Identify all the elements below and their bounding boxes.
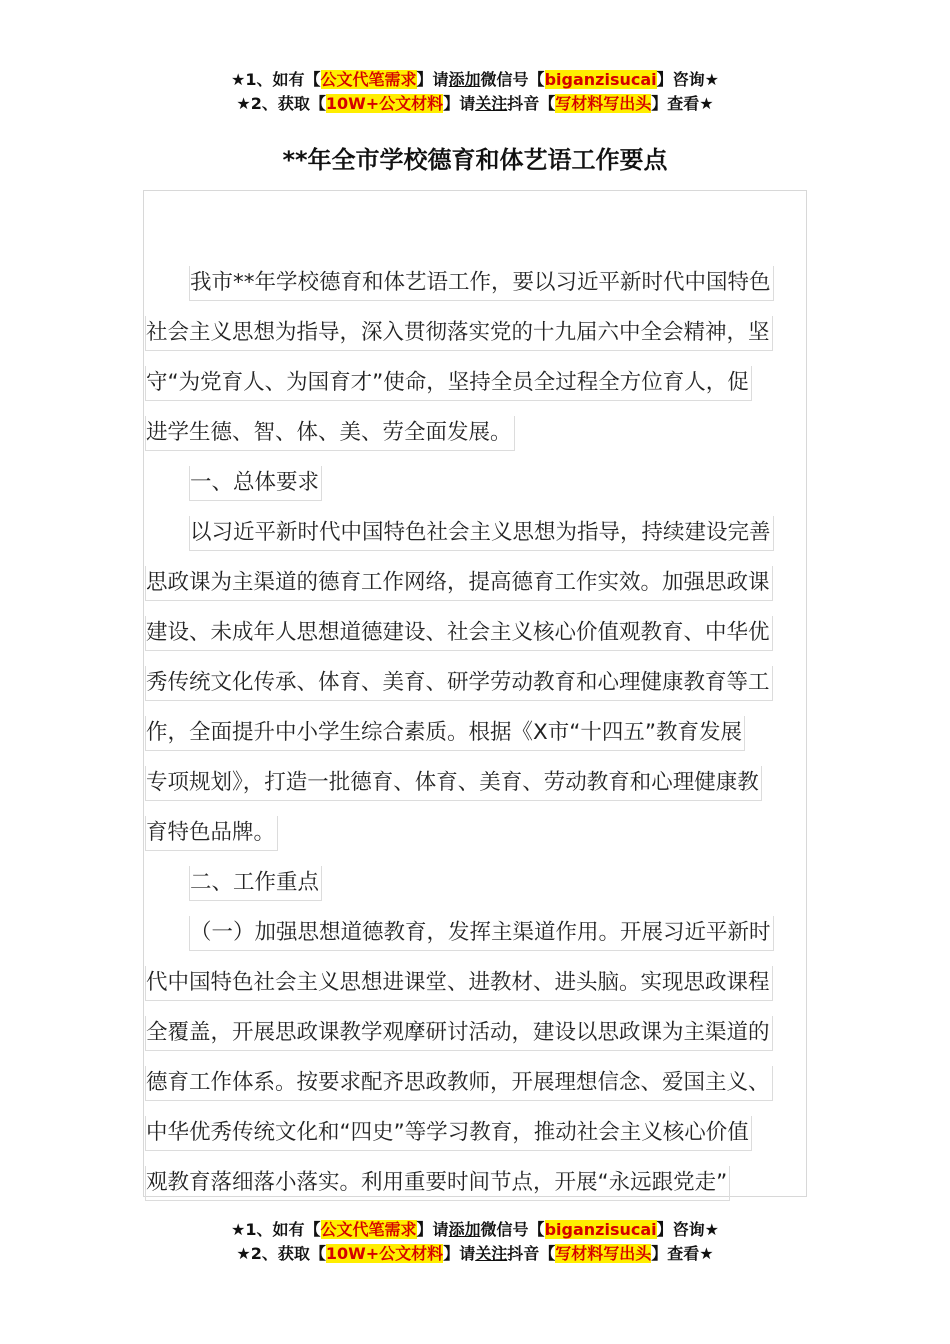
line-text: 专项规划》，打造一批德育、体育、美育、劳动教育和心理健康教 (145, 766, 762, 801)
banner-line-2 (0, 92, 950, 116)
text-line (145, 258, 795, 308)
banner-text: 】咨询★ (656, 70, 719, 89)
banner-underline: 关注 (475, 1244, 508, 1263)
banner-highlight: 公文代笔需求 (320, 1220, 417, 1239)
line-text: 思政课为主渠道的德育工作网络，提高德育工作实效。加强思政课 (145, 566, 773, 601)
text-line (145, 308, 795, 358)
banner-underline: 添加 (448, 1220, 481, 1239)
banner-text: 抖音【 (507, 94, 556, 113)
banner-text: ★1、如有【 (231, 70, 321, 89)
banner-text: 】请 (416, 1220, 449, 1239)
line-text: 德育工作体系。按要求配齐思政教师，开展理想信念、爱国主义、 (145, 1066, 773, 1101)
banner-text: ★1、如有【 (231, 1220, 321, 1239)
banner-line-2 (0, 1242, 950, 1266)
line-text: 育特色品牌。 (145, 816, 278, 851)
text-line (145, 608, 795, 658)
text-line (145, 758, 795, 808)
banner-line-1 (0, 68, 950, 92)
banner-highlight: biganzisucai (544, 70, 657, 89)
section-heading (145, 858, 795, 908)
text-line (145, 508, 795, 558)
banner-text: 微信号【 (480, 70, 545, 89)
text-line (145, 1108, 795, 1158)
text-line (145, 908, 795, 958)
text-line (145, 1158, 795, 1208)
banner-text: 】请 (416, 70, 449, 89)
banner-text: 微信号【 (480, 1220, 545, 1239)
line-text: 代中国特色社会主义思想进课堂、进教材、进头脑。实现思政课程 (145, 966, 773, 1001)
banner-underline: 关注 (475, 94, 508, 113)
line-text: 我市**年学校德育和体艺语工作，要以习近平新时代中国特色 (189, 266, 774, 301)
banner-highlight: 写材料写出头 (555, 94, 652, 113)
line-text: 中华优秀传统文化和“四史”等学习教育，推动社会主义核心价值 (145, 1116, 752, 1151)
banner-text: 】咨询★ (656, 1220, 719, 1239)
text-line (145, 1008, 795, 1058)
line-text: 建设、未成年人思想道德建设、社会主义核心价值观教育、中华优 (145, 616, 773, 651)
banner-text: ★2、获取【 (236, 1244, 326, 1263)
banner-text: 】查看★ (651, 94, 714, 113)
document-body (145, 258, 795, 1208)
banner-text: 】请 (443, 1244, 476, 1263)
text-line (145, 958, 795, 1008)
heading-text: 一、总体要求 (189, 466, 322, 501)
banner-line-1 (0, 1218, 950, 1242)
section-heading (145, 458, 795, 508)
banner-highlight: 写材料写出头 (555, 1244, 652, 1263)
line-text: 进学生德、智、体、美、劳全面发展。 (145, 416, 515, 451)
document-title: **年全市学校德育和体艺语工作要点 (282, 146, 668, 174)
banner-underline: 添加 (448, 70, 481, 89)
banner-highlight: 10W+公文材料 (325, 1244, 444, 1263)
text-line (145, 808, 795, 858)
banner-text: ★2、获取【 (236, 94, 326, 113)
top-banner (0, 68, 950, 116)
line-text: 作，全面提升中小学生综合素质。根据《X市“十四五”教育发展 (145, 716, 745, 751)
heading-text: 二、工作重点 (189, 866, 322, 901)
line-text: 守“为党育人、为国育才”使命，坚持全员全过程全方位育人，促 (145, 366, 752, 401)
line-text: 秀传统文化传承、体育、美育、研学劳动教育和心理健康教育等工 (145, 666, 773, 701)
line-text: 以习近平新时代中国特色社会主义思想为指导，持续建设完善 (189, 516, 774, 551)
text-line (145, 658, 795, 708)
text-line (145, 558, 795, 608)
line-text: 社会主义思想为指导，深入贯彻落实党的十九届六中全会精神，坚 (145, 316, 773, 351)
line-text: （一）加强思想道德教育，发挥主渠道作用。开展习近平新时 (189, 916, 774, 951)
banner-highlight: biganzisucai (544, 1220, 657, 1239)
banner-highlight: 公文代笔需求 (320, 70, 417, 89)
banner-text: 】查看★ (651, 1244, 714, 1263)
banner-highlight: 10W+公文材料 (325, 94, 444, 113)
text-line (145, 708, 795, 758)
line-text: 观教育落细落小落实。利用重要时间节点，开展“永远跟党走” (145, 1166, 730, 1201)
text-line (145, 1058, 795, 1108)
bottom-banner (0, 1218, 950, 1266)
text-line (145, 408, 795, 458)
line-text: 全覆盖，开展思政课教学观摩研讨活动，建设以思政课为主渠道的 (145, 1016, 773, 1051)
banner-text: 】请 (443, 94, 476, 113)
banner-text: 抖音【 (507, 1244, 556, 1263)
text-line (145, 358, 795, 408)
